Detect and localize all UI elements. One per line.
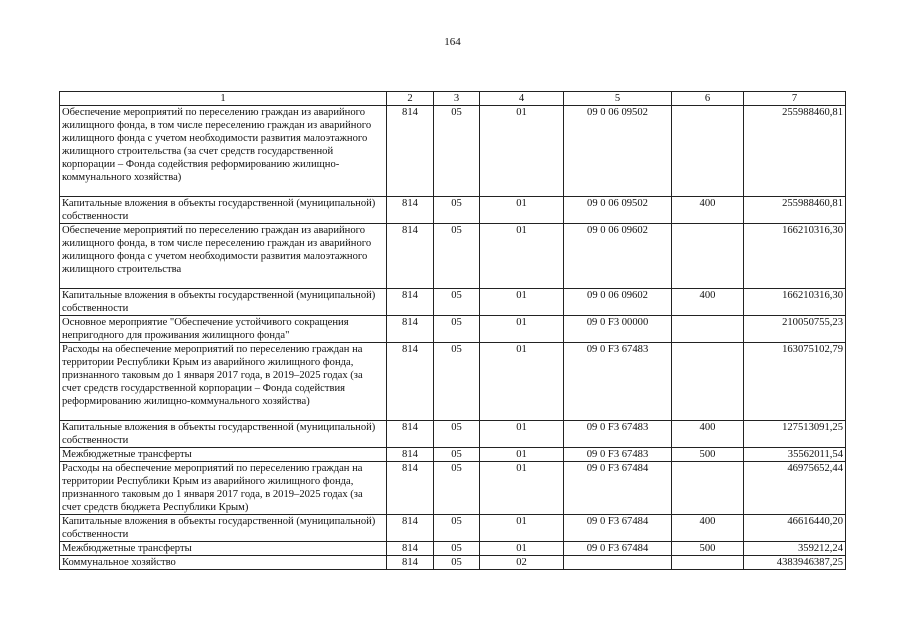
row-target: 09 0 F3 67484 — [564, 542, 672, 556]
row-expense-type — [672, 224, 744, 289]
row-expense-type — [672, 462, 744, 515]
table-row — [60, 421, 846, 448]
row-subsection: 01 — [480, 197, 564, 224]
row-target: 09 0 06 09602 — [564, 224, 672, 289]
row-target: 09 0 F3 67484 — [564, 515, 672, 542]
row-name: Межбюджетные трансферты — [60, 448, 387, 462]
row-amount: 46975652,44 — [744, 462, 846, 515]
row-expense-type: 400 — [672, 515, 744, 542]
row-section: 05 — [434, 556, 480, 570]
row-name: Капитальные вложения в объекты государственной (муниципальной) собственности — [60, 421, 387, 448]
row-subsection: 01 — [480, 462, 564, 515]
row-amount: 166210316,30 — [744, 224, 846, 289]
row-target: 09 0 F3 67483 — [564, 343, 672, 421]
row-amount: 127513091,25 — [744, 421, 846, 448]
col-header-6: 6 — [672, 92, 744, 106]
col-header-7: 7 — [744, 92, 846, 106]
row-target: 09 0 F3 67483 — [564, 421, 672, 448]
row-section: 05 — [434, 448, 480, 462]
row-expense-type: 400 — [672, 289, 744, 316]
row-name: Обеспечение мероприятий по переселению граждан из аварийного жилищного фонда, в том числе переселению граждан из аварийного жилищного фонда с учетом необходимости развития малоэтажного жилищного строительства — [60, 224, 387, 289]
row-ministry: 814 — [387, 343, 434, 421]
row-ministry: 814 — [387, 462, 434, 515]
row-amount: 255988460,81 — [744, 197, 846, 224]
row-amount: 255988460,81 — [744, 106, 846, 197]
col-header-4: 4 — [480, 92, 564, 106]
row-expense-type — [672, 556, 744, 570]
row-section: 05 — [434, 316, 480, 343]
table-row — [60, 343, 846, 421]
row-expense-type — [672, 106, 744, 197]
row-ministry: 814 — [387, 106, 434, 197]
row-section: 05 — [434, 542, 480, 556]
row-target: 09 0 F3 67484 — [564, 462, 672, 515]
row-target: 09 0 06 09502 — [564, 106, 672, 197]
row-ministry: 814 — [387, 448, 434, 462]
row-target — [564, 556, 672, 570]
row-amount: 166210316,30 — [744, 289, 846, 316]
header-row — [60, 92, 846, 106]
col-header-1: 1 — [60, 92, 387, 106]
table-row — [60, 106, 846, 197]
row-amount: 210050755,23 — [744, 316, 846, 343]
row-target: 09 0 F3 00000 — [564, 316, 672, 343]
row-section: 05 — [434, 515, 480, 542]
col-header-2: 2 — [387, 92, 434, 106]
row-ministry: 814 — [387, 197, 434, 224]
row-ministry: 814 — [387, 316, 434, 343]
col-header-3: 3 — [434, 92, 480, 106]
row-amount: 359212,24 — [744, 542, 846, 556]
page-number: 164 — [444, 36, 461, 48]
row-expense-type: 400 — [672, 197, 744, 224]
row-subsection: 01 — [480, 343, 564, 421]
row-subsection: 01 — [480, 316, 564, 343]
row-section: 05 — [434, 343, 480, 421]
row-ministry: 814 — [387, 556, 434, 570]
row-subsection: 01 — [480, 515, 564, 542]
row-section: 05 — [434, 289, 480, 316]
row-target: 09 0 06 09602 — [564, 289, 672, 316]
table-row — [60, 448, 846, 462]
table-row — [60, 556, 846, 570]
row-section: 05 — [434, 462, 480, 515]
row-name: Межбюджетные трансферты — [60, 542, 387, 556]
row-expense-type: 500 — [672, 448, 744, 462]
row-section: 05 — [434, 197, 480, 224]
row-name: Расходы на обеспечение мероприятий по переселению граждан на территории Республики Крым из аварийного жилищного фонда, признанного таковым до 1 января 2017 года, в 2019–2025 годах (за счет средств государственной корпорации – Фонда содействия реформированию жилищно-коммунального хозяйства) — [60, 343, 387, 421]
row-target: 09 0 F3 67483 — [564, 448, 672, 462]
row-amount: 4383946387,25 — [744, 556, 846, 570]
row-amount: 35562011,54 — [744, 448, 846, 462]
row-ministry: 814 — [387, 224, 434, 289]
row-ministry: 814 — [387, 542, 434, 556]
row-subsection: 01 — [480, 289, 564, 316]
table-row — [60, 462, 846, 515]
row-subsection: 01 — [480, 448, 564, 462]
row-subsection: 01 — [480, 224, 564, 289]
row-section: 05 — [434, 224, 480, 289]
table-row — [60, 542, 846, 556]
row-ministry: 814 — [387, 289, 434, 316]
table-row — [60, 224, 846, 289]
row-target: 09 0 06 09502 — [564, 197, 672, 224]
row-name: Капитальные вложения в объекты государственной (муниципальной) собственности — [60, 197, 387, 224]
row-expense-type — [672, 316, 744, 343]
row-subsection: 01 — [480, 106, 564, 197]
table-row — [60, 316, 846, 343]
col-header-5: 5 — [564, 92, 672, 106]
table-row — [60, 515, 846, 542]
row-subsection: 02 — [480, 556, 564, 570]
row-name: Коммунальное хозяйство — [60, 556, 387, 570]
table-row — [60, 197, 846, 224]
budget-table — [59, 91, 846, 570]
row-expense-type: 500 — [672, 542, 744, 556]
row-name: Основное мероприятие "Обеспечение устойчивого сокращения непригодного для проживания жилищного фонда" — [60, 316, 387, 343]
row-amount: 46616440,20 — [744, 515, 846, 542]
row-subsection: 01 — [480, 421, 564, 448]
row-subsection: 01 — [480, 542, 564, 556]
row-ministry: 814 — [387, 421, 434, 448]
row-section: 05 — [434, 106, 480, 197]
row-name: Капитальные вложения в объекты государственной (муниципальной) собственности — [60, 289, 387, 316]
table-row — [60, 289, 846, 316]
row-ministry: 814 — [387, 515, 434, 542]
row-section: 05 — [434, 421, 480, 448]
row-expense-type — [672, 343, 744, 421]
row-name: Капитальные вложения в объекты государственной (муниципальной) собственности — [60, 515, 387, 542]
row-expense-type: 400 — [672, 421, 744, 448]
row-name: Расходы на обеспечение мероприятий по переселению граждан на территории Республики Крым из аварийного жилищного фонда, признанного таковым до 1 января 2017 года, в 2019–2025 годах (за счет средств бюджета Республики Крым) — [60, 462, 387, 515]
row-amount: 163075102,79 — [744, 343, 846, 421]
row-name: Обеспечение мероприятий по переселению граждан из аварийного жилищного фонда, в том числе переселению граждан из аварийного жилищного фонда с учетом необходимости развития малоэтажного жилищного строительства (за счет средств государственной корпорации – Фонда содействия реформированию жилищно-коммунального хозяйства) — [60, 106, 387, 197]
